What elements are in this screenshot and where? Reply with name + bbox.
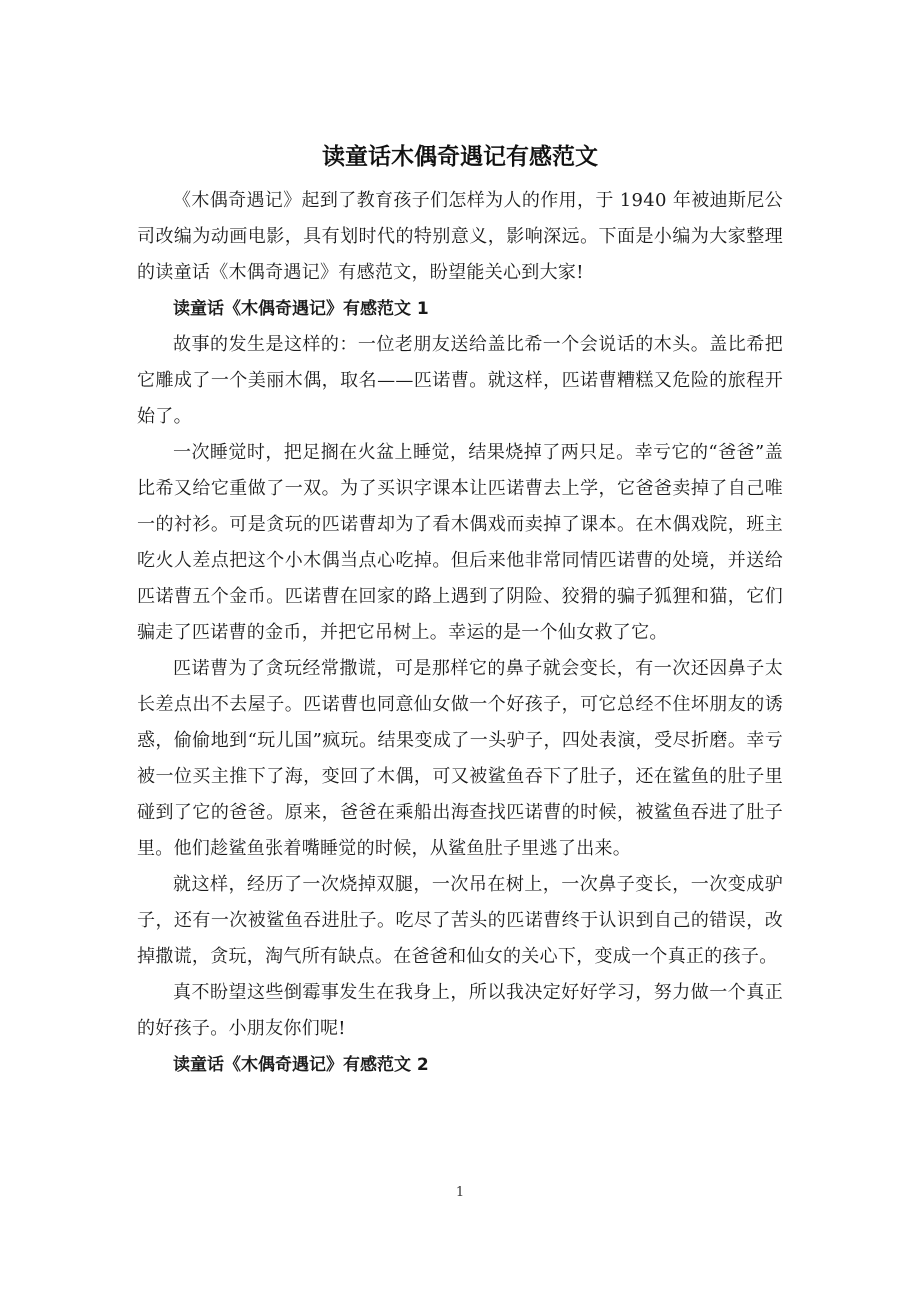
document-body: [137, 183, 783, 1083]
document-title: 读童话木偶奇遇记有感范文: [322, 144, 598, 170]
story-paragraph: 故事的发生是这样的：一位老朋友送给盖比希一个会说话的木头。盖比希把它雕成了一个美丽木偶，取名——匹诺曹。就这样，匹诺曹糟糕又危险的旅程开始了。: [137, 334, 783, 427]
page-number: 1: [455, 1185, 465, 1200]
story-paragraph: 匹诺曹为了贪玩经常撒谎，可是那样它的鼻子就会变长，有一次还因鼻子太长差点出不去屋子。匹诺曹也同意仙女做一个好孩子，可它总经不住坏朋友的诱惑，偷偷地到“玩儿国”疯玩。结果变成了一头驴子，四处表演，受尽折磨。幸亏被一位买主推下了海，变回了木偶，可又被鲨鱼吞下了肚子，还在鲨鱼的肚子里碰到了它的爸爸。原来，爸爸在乘船出海查找匹诺曹的时候，被鲨鱼吞进了肚子里。他们趁鲨鱼张着嘴睡觉的时候，从鲨鱼肚子里逃了出来。: [137, 658, 783, 859]
story-paragraph: 真不盼望这些倒霉事发生在我身上，所以我决定好好学习，努力做一个真正的好孩子。小朋友你们呢!: [137, 982, 783, 1039]
intro-paragraph: 《木偶奇遇记》起到了教育孩子们怎样为人的作用，于 1940 年被迪斯尼公司改编为动画电影，具有划时代的特别意义，影响深远。下面是小编为大家整理的读童话《木偶奇遇记》有感范文，盼望能关心到大家!: [137, 190, 783, 283]
section-2-heading: 读童话《木偶奇遇记》有感范文 2: [173, 1055, 429, 1075]
story-paragraph: 一次睡觉时，把足搁在火盆上睡觉，结果烧掉了两只足。幸亏它的“爸爸”盖比希又给它重做了一双。为了买识字课本让匹诺曹去上学，它爸爸卖掉了自己唯一的衬衫。可是贪玩的匹诺曹却为了看木偶戏而卖掉了课本。在木偶戏院，班主吃火人差点把这个小木偶当点心吃掉。但后来他非常同情匹诺曹的处境，并送给匹诺曹五个金币。匹诺曹在回家的路上遇到了阴险、狡猾的骗子狐狸和猫，它们骗走了匹诺曹的金币，并把它吊树上。幸运的是一个仙女救了它。: [137, 442, 783, 643]
story-paragraph: 就这样，经历了一次烧掉双腿，一次吊在树上，一次鼻子变长，一次变成驴子，还有一次被鲨鱼吞进肚子。吃尽了苦头的匹诺曹终于认识到自己的错误，改掉撒谎，贪玩，淘气所有缺点。在爸爸和仙女的关心下，变成一个真正的孩子。: [137, 874, 783, 967]
section-1-heading: 读童话《木偶奇遇记》有感范文 1: [173, 299, 429, 319]
